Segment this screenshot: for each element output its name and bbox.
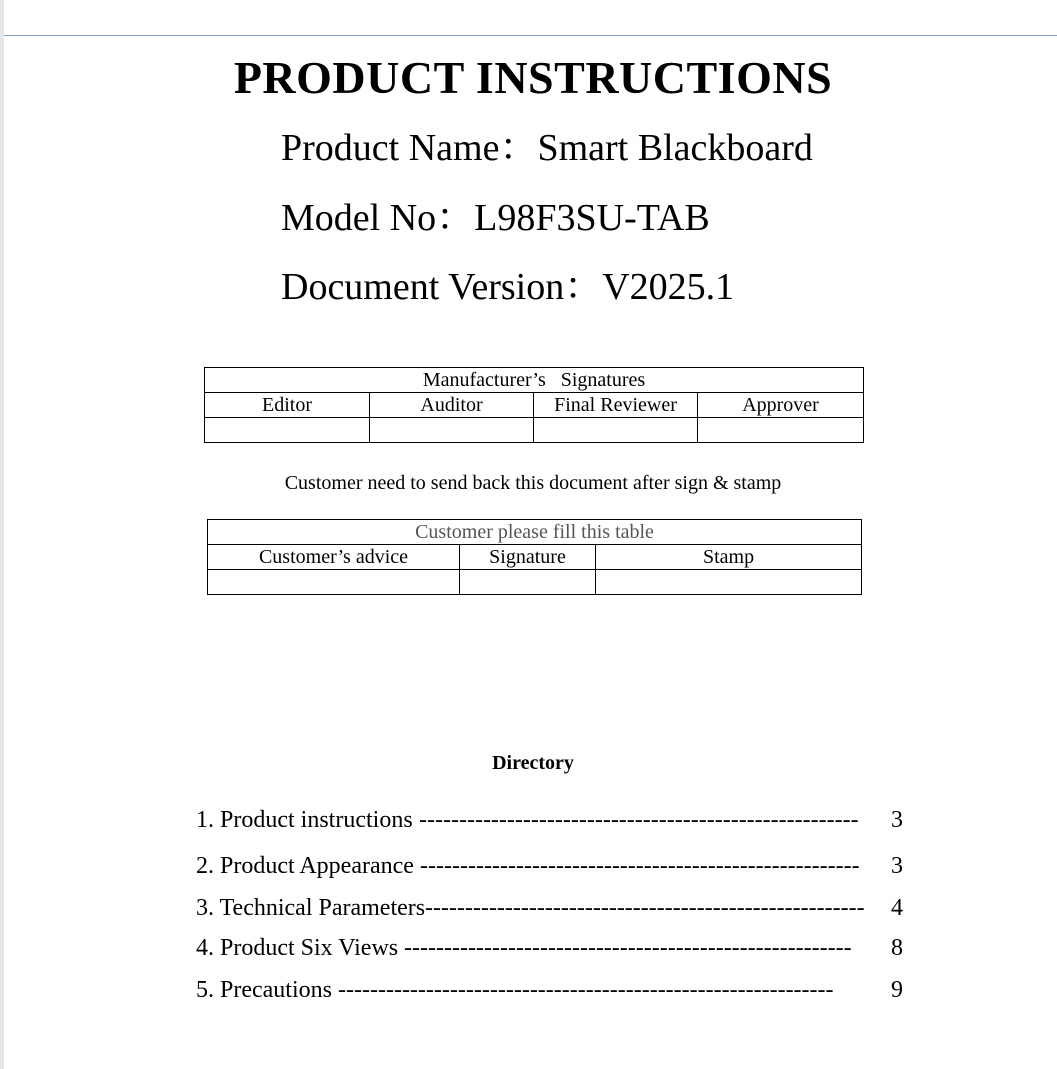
toc-entry-leader: -------------------------------------------------------- xyxy=(404,935,852,961)
toc-entry-label: 3. Technical Parameters xyxy=(196,895,426,921)
manufacturer-signatures-table xyxy=(204,367,864,443)
toc-entry-leader: ------------------------------------------------------- xyxy=(419,807,859,833)
final-reviewer-column-header: Final Reviewer xyxy=(534,393,698,418)
approver-column-header: Approver xyxy=(698,393,864,418)
auditor-signature-cell[interactable] xyxy=(370,418,534,443)
model-number-line: Model No：L98F3SU-TAB xyxy=(281,197,710,239)
toc-entry[interactable] xyxy=(196,976,903,1004)
toc-entry-leader: -------------------------------------------------------------- xyxy=(338,977,834,1003)
toc-entry-page: 4 xyxy=(891,895,903,921)
toc-entry-leader: ------------------------------------------------------- xyxy=(420,853,860,879)
page-left-margin xyxy=(0,0,4,1069)
customer-signature-cell[interactable] xyxy=(460,570,596,595)
toc-entry[interactable] xyxy=(196,934,903,962)
customer-table xyxy=(207,519,862,595)
stamp-column-header: Stamp xyxy=(596,545,862,570)
editor-column-header: Editor xyxy=(205,393,370,418)
customer-advice-cell[interactable] xyxy=(208,570,460,595)
toc-entry-label: 2. Product Appearance xyxy=(196,853,420,879)
top-ruler-line xyxy=(4,35,1057,36)
toc-entry-page: 9 xyxy=(891,977,903,1003)
toc-entry[interactable] xyxy=(196,852,903,880)
toc-entry-page: 3 xyxy=(891,853,903,879)
toc-entry-label: 1. Product instructions xyxy=(196,807,419,833)
toc-entry-page: 8 xyxy=(891,935,903,961)
toc-entry-page: 3 xyxy=(891,807,903,833)
toc-entry-label: 5. Precautions xyxy=(196,977,338,1003)
signature-column-header: Signature xyxy=(460,545,596,570)
directory-heading: Directory xyxy=(492,752,574,774)
document-title: PRODUCT INSTRUCTIONS xyxy=(233,52,833,103)
toc-entry[interactable] xyxy=(196,894,903,922)
manufacturer-table-header: Manufacturer’s Signatures xyxy=(205,368,864,393)
customer-stamp-cell[interactable] xyxy=(596,570,862,595)
approver-signature-cell[interactable] xyxy=(698,418,864,443)
product-name-line: Product Name：Smart Blackboard xyxy=(281,127,813,169)
toc-entry-label: 4. Product Six Views xyxy=(196,935,405,961)
toc-entry[interactable] xyxy=(196,806,903,834)
final-reviewer-signature-cell[interactable] xyxy=(534,418,698,443)
customer-table-header: Customer please fill this table xyxy=(208,520,862,545)
editor-signature-cell[interactable] xyxy=(205,418,370,443)
return-notice: Customer need to send back this document after sign & stamp xyxy=(284,472,782,494)
document-version-line: Document Version：V2025.1 xyxy=(281,266,735,308)
auditor-column-header: Auditor xyxy=(370,393,534,418)
customer-advice-column-header: Customer’s advice xyxy=(208,545,460,570)
toc-entry-leader: ------------------------------------------------------- xyxy=(425,895,865,921)
